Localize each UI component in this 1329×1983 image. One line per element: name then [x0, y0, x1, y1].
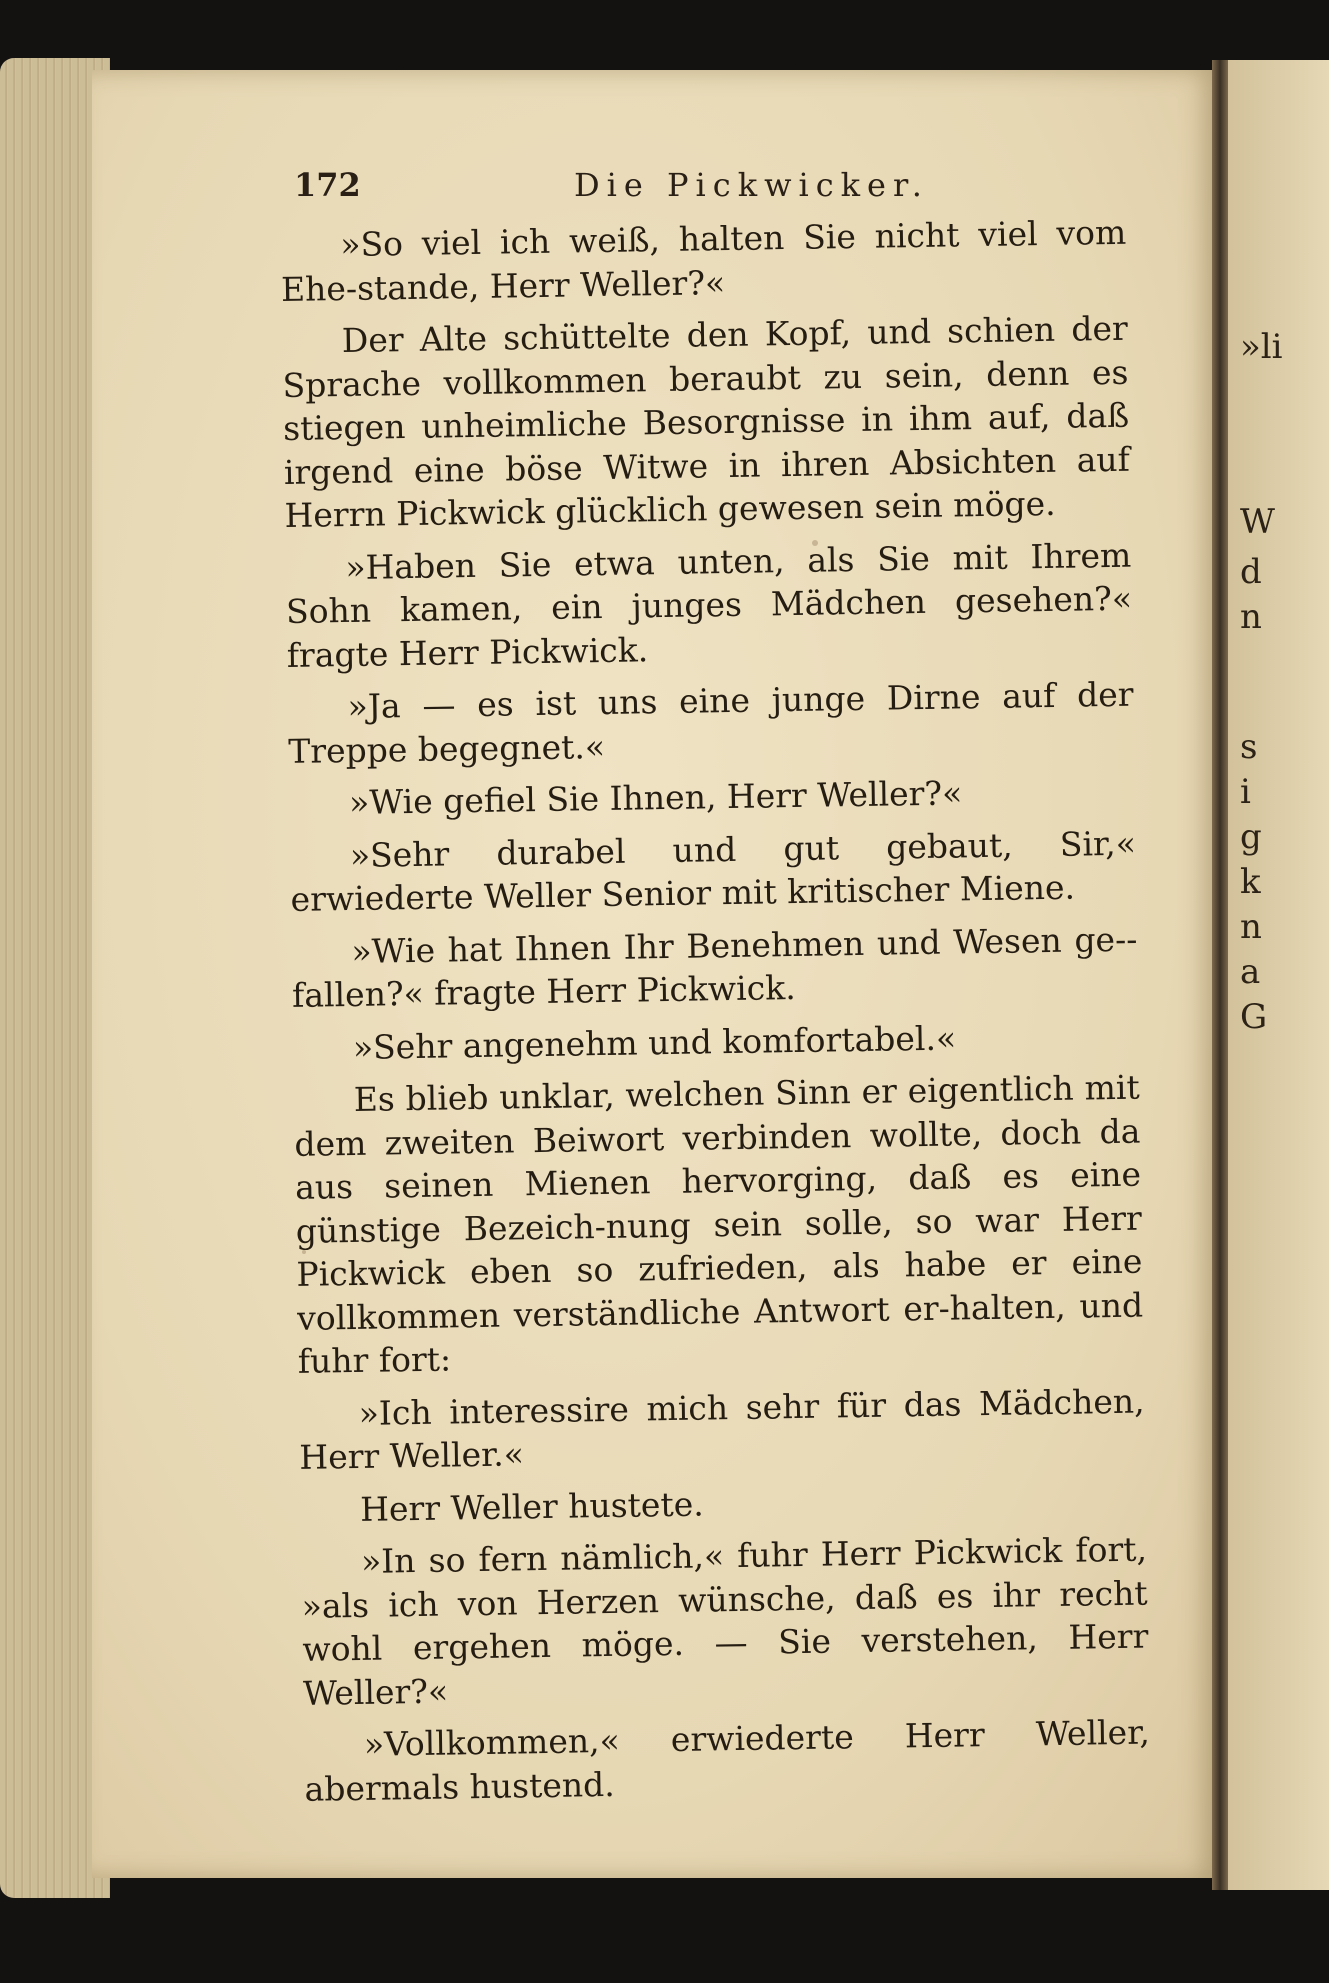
paragraph: »Haben Sie etwa unten, als Sie mit Ihrem Sohn kamen, ein junges Mädchen gesehen?« fragte Herr Pickwick. — [285, 535, 1133, 675]
paragraph: »In so fern nämlich,« fuhr Herr Pickwick fort, »als ich von Herzen wünsche, daß es ihr recht wohl ergehen möge. — Sie verstehen, Herr Weller?« — [301, 1529, 1149, 1713]
running-title: Die Pickwicker. — [574, 166, 929, 204]
paragraph: »Wie gefiel Sie Ihnen, Herr Weller?« — [348, 773, 963, 822]
next-page-fragment: a — [1240, 952, 1261, 992]
next-page-fragment: W — [1240, 502, 1275, 542]
running-head — [294, 166, 1134, 216]
page-number: 172 — [294, 166, 361, 204]
paragraph: Es blieb unklar, welchen Sinn er eigentlich mit dem zweiten Beiwort verbinden wollte, doch da aus seinen Mienen hervorging, daß es eine günstige Bezeich-nung sein solle, so war Herr Pickwick eben so zufrieden, als habe er eine vollkommen verständliche Antwort er-halten, und fuhr fort: — [294, 1067, 1144, 1381]
paragraph: »Vollkommen,« erwiederte Herr Weller, abermals hustend. — [304, 1712, 1151, 1809]
paragraph: »Wie hat Ihnen Ihr Benehmen und Wesen ge-fallen?« fragte Herr Pickwick. — [291, 919, 1138, 1015]
paragraph: »Ja — es ist uns eine junge Dirne auf der Treppe begegnet.« — [287, 674, 1134, 771]
next-page-fragment: i — [1240, 772, 1251, 812]
book-gutter — [1212, 60, 1228, 1890]
paragraph: Herr Weller hustete. — [359, 1484, 704, 1529]
next-page-fragment: n — [1240, 907, 1262, 947]
paragraph: »Sehr angenehm und komfortabel.« — [352, 1017, 957, 1067]
next-page-fragment: d — [1240, 552, 1262, 592]
next-page-fragment: g — [1240, 817, 1262, 857]
next-page-fragment: G — [1240, 997, 1268, 1037]
paragraph: »Sehr durabel und gut gebaut, Sir,« erwiederte Weller Senior mit kritischer Miene. — [290, 823, 1137, 919]
body-text — [280, 211, 1151, 1820]
next-page-fragment: »li — [1240, 327, 1283, 367]
next-page-fragment: n — [1240, 597, 1262, 637]
next-page-fragment: k — [1240, 862, 1261, 902]
paragraph: »So viel ich weiß, halten Sie nicht viel vom Ehe-stande, Herr Weller?« — [280, 212, 1127, 309]
paragraph: »Ich interessire mich sehr für das Mädchen, Herr Weller.« — [299, 1381, 1145, 1477]
paragraph: Der Alte schüttelte den Kopf, und schien der Sprache vollkommen beraubt zu sein, denn es stiegen unheimliche Besorgnisse in ihm auf, daß irgend eine böse Witwe in ihren Absichten auf Herrn Pickwick glücklich gewesen sein möge. — [282, 308, 1131, 535]
next-page-edge — [1226, 60, 1329, 1890]
next-page-fragment: s — [1240, 727, 1258, 767]
